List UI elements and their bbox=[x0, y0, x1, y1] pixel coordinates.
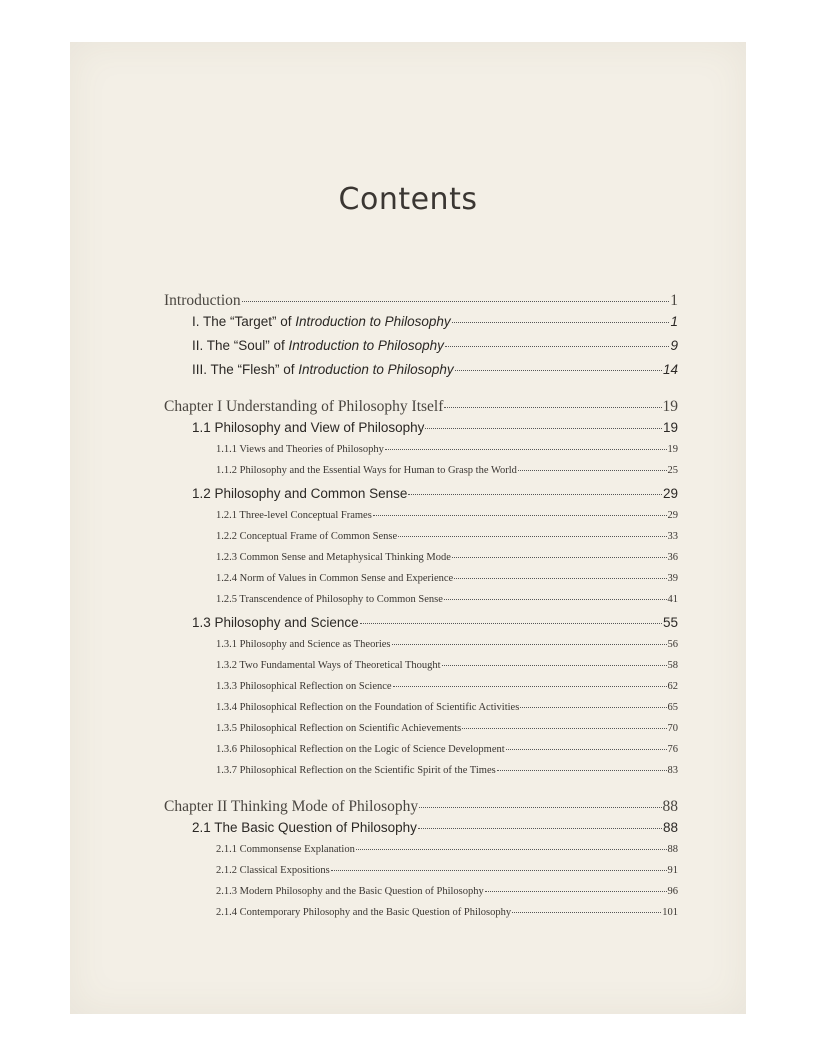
toc-entry-sub bbox=[164, 660, 678, 681]
dot-leader bbox=[445, 346, 670, 347]
toc-page-number: 41 bbox=[667, 594, 678, 605]
toc-entry-title bbox=[216, 510, 372, 521]
toc-entry-title bbox=[216, 844, 355, 855]
toc-entry-title bbox=[216, 723, 461, 734]
table-of-contents bbox=[164, 292, 678, 928]
toc-entry-sub bbox=[164, 639, 678, 660]
dot-leader bbox=[518, 470, 667, 471]
toc-entry-text: 1.3.3 Philosophical Reflection on Science bbox=[216, 681, 392, 692]
toc-entry-sub bbox=[164, 907, 678, 928]
toc-page-number: 91 bbox=[667, 865, 678, 876]
toc-entry-title bbox=[216, 660, 441, 671]
toc-entry-text: 1.1.1 Views and Theories of Philosophy bbox=[216, 444, 384, 455]
toc-page-number: 88 bbox=[662, 798, 678, 815]
toc-spacer bbox=[164, 386, 678, 398]
toc-entry-sub bbox=[164, 573, 678, 594]
toc-entry-title bbox=[192, 338, 444, 353]
toc-entry-title bbox=[216, 594, 443, 605]
toc-entry-sec bbox=[164, 362, 678, 386]
dot-leader bbox=[242, 301, 670, 302]
toc-entry-sub bbox=[164, 510, 678, 531]
toc-entry-sec bbox=[164, 615, 678, 639]
toc-entry-text: 1.3.7 Philosophical Reflection on the Scientific Spirit of the Times bbox=[216, 765, 496, 776]
toc-entry-text: 1.3.2 Two Fundamental Ways of Theoretical Thought bbox=[216, 660, 441, 671]
toc-page-number: 33 bbox=[667, 531, 678, 542]
toc-entry-title bbox=[216, 465, 517, 476]
dot-leader bbox=[497, 770, 667, 771]
toc-page-number: 1 bbox=[670, 314, 678, 329]
toc-entry-title bbox=[216, 865, 330, 876]
toc-entry-ch bbox=[164, 398, 678, 420]
toc-page-number: 39 bbox=[667, 573, 678, 584]
toc-page-number: 88 bbox=[662, 820, 678, 835]
toc-entry-sub bbox=[164, 702, 678, 723]
toc-entry-text: 2.1.4 Contemporary Philosophy and the Basic Question of Philosophy bbox=[216, 907, 512, 918]
toc-entry-title bbox=[164, 798, 418, 816]
dot-leader bbox=[512, 912, 661, 913]
toc-entry-text: 2.1.2 Classical Expositions bbox=[216, 865, 330, 876]
toc-entry-sub bbox=[164, 444, 678, 465]
dot-leader bbox=[442, 665, 667, 666]
toc-page-number: 19 bbox=[662, 398, 678, 415]
toc-entry-italic-title: Introduction to Philosophy bbox=[295, 314, 451, 329]
toc-page-number: 88 bbox=[667, 844, 678, 855]
toc-entry-sub bbox=[164, 681, 678, 702]
toc-page-number: 56 bbox=[667, 639, 678, 650]
toc-entry-title bbox=[192, 420, 424, 435]
dot-leader bbox=[331, 870, 667, 871]
toc-entry-title bbox=[192, 314, 451, 329]
toc-spacer bbox=[164, 786, 678, 798]
toc-entry-sub bbox=[164, 723, 678, 744]
toc-page-number: 19 bbox=[667, 444, 678, 455]
toc-entry-italic-title: Introduction to Philosophy bbox=[288, 338, 444, 353]
toc-entry-title bbox=[216, 531, 397, 542]
toc-page-number: 70 bbox=[667, 723, 678, 734]
toc-entry-sec bbox=[164, 314, 678, 338]
toc-entry-title bbox=[216, 552, 451, 563]
toc-entry-italic-title: Introduction to Philosophy bbox=[298, 362, 454, 377]
toc-entry-title bbox=[192, 486, 407, 501]
toc-page-number: 1 bbox=[670, 292, 678, 309]
toc-page-number: 14 bbox=[662, 362, 678, 377]
toc-entry-title bbox=[216, 702, 519, 713]
toc-entry-text: 1.2.2 Conceptual Frame of Common Sense bbox=[216, 531, 398, 542]
dot-leader bbox=[452, 322, 670, 323]
dot-leader bbox=[392, 644, 667, 645]
toc-entry-text: Introduction bbox=[164, 292, 241, 309]
toc-entry-sub bbox=[164, 865, 678, 886]
toc-entry-title bbox=[216, 573, 453, 584]
toc-entry-text: II. The “Soul” of bbox=[192, 338, 289, 353]
dot-leader bbox=[398, 536, 666, 537]
toc-entry-text: 1.3.1 Philosophy and Science as Theories bbox=[216, 639, 391, 650]
toc-entry-sub bbox=[164, 744, 678, 765]
toc-entry-text: 1.1 Philosophy and View of Philosophy bbox=[192, 420, 425, 435]
dot-leader bbox=[444, 407, 661, 408]
toc-entry-title bbox=[216, 886, 484, 897]
toc-entry-text: 2.1 The Basic Question of Philosophy bbox=[192, 820, 417, 835]
toc-entry-title bbox=[216, 907, 511, 918]
dot-leader bbox=[373, 515, 667, 516]
page-title: Contents bbox=[338, 182, 478, 217]
toc-page-number: 83 bbox=[667, 765, 678, 776]
toc-entry-ch bbox=[164, 798, 678, 820]
toc-entry-text: Chapter II Thinking Mode of Philosophy bbox=[164, 798, 419, 815]
toc-entry-sub bbox=[164, 886, 678, 907]
toc-entry-sub bbox=[164, 531, 678, 552]
toc-entry-text: 1.1.2 Philosophy and the Essential Ways for Human to Grasp the World bbox=[216, 465, 517, 476]
toc-entry-sec bbox=[164, 486, 678, 510]
toc-entry-sec bbox=[164, 820, 678, 844]
toc-entry-title bbox=[192, 820, 417, 835]
toc-entry-text: 1.2.3 Common Sense and Metaphysical Thinking Mode bbox=[216, 552, 451, 563]
toc-entry-text: 1.2 Philosophy and Common Sense bbox=[192, 486, 408, 501]
toc-entry-title bbox=[164, 292, 241, 310]
toc-entry-sub bbox=[164, 465, 678, 486]
dot-leader bbox=[408, 494, 662, 495]
dot-leader bbox=[444, 599, 667, 600]
toc-page-number: 58 bbox=[667, 660, 678, 671]
toc-page-number: 25 bbox=[667, 465, 678, 476]
toc-page-number: 29 bbox=[662, 486, 678, 501]
toc-entry-sec bbox=[164, 338, 678, 362]
toc-entry-text: I. The “Target” of bbox=[192, 314, 296, 329]
toc-entry-title bbox=[216, 744, 505, 755]
toc-entry-text: 2.1.3 Modern Philosophy and the Basic Question of Philosophy bbox=[216, 886, 484, 897]
toc-entry-text: 2.1.1 Commonsense Explanation bbox=[216, 844, 355, 855]
toc-page-number: 101 bbox=[662, 907, 678, 918]
toc-entry-text: III. The “Flesh” of bbox=[192, 362, 299, 377]
dot-leader bbox=[360, 623, 662, 624]
dot-leader bbox=[385, 449, 667, 450]
book-page bbox=[70, 42, 746, 1014]
dot-leader bbox=[419, 807, 661, 808]
toc-entry-ch bbox=[164, 292, 678, 314]
toc-entry-title bbox=[216, 444, 384, 455]
toc-entry-text: 1.2.5 Transcendence of Philosophy to Common Sense bbox=[216, 594, 443, 605]
toc-entry-text: 1.2.4 Norm of Values in Common Sense and Experience bbox=[216, 573, 454, 584]
toc-page-number: 55 bbox=[662, 615, 678, 630]
toc-page-number: 29 bbox=[667, 510, 678, 521]
toc-entry-text: Chapter I Understanding of Philosophy Itself bbox=[164, 398, 444, 415]
toc-page-number: 62 bbox=[667, 681, 678, 692]
dot-leader bbox=[462, 728, 666, 729]
dot-leader bbox=[452, 557, 667, 558]
toc-entry-sub bbox=[164, 844, 678, 865]
dot-leader bbox=[418, 828, 662, 829]
toc-page-number: 19 bbox=[662, 420, 678, 435]
toc-entry-sub bbox=[164, 594, 678, 615]
toc-entry-title bbox=[164, 398, 443, 416]
toc-page-number: 36 bbox=[667, 552, 678, 563]
toc-entry-sub bbox=[164, 552, 678, 573]
toc-entry-text: 1.2.1 Three-level Conceptual Frames bbox=[216, 510, 372, 521]
toc-entry-sub bbox=[164, 765, 678, 786]
toc-entry-title bbox=[216, 639, 391, 650]
toc-entry-title bbox=[216, 765, 496, 776]
dot-leader bbox=[520, 707, 666, 708]
dot-leader bbox=[506, 749, 667, 750]
toc-entry-text: 1.3.6 Philosophical Reflection on the Logic of Science Development bbox=[216, 744, 505, 755]
toc-entry-title bbox=[216, 681, 392, 692]
toc-entry-title bbox=[192, 362, 454, 377]
toc-entry-text: 1.3.5 Philosophical Reflection on Scientific Achievements bbox=[216, 723, 462, 734]
dot-leader bbox=[425, 428, 662, 429]
dot-leader bbox=[356, 849, 667, 850]
dot-leader bbox=[454, 578, 666, 579]
toc-entry-title bbox=[192, 615, 359, 630]
dot-leader bbox=[485, 891, 667, 892]
dot-leader bbox=[455, 370, 662, 371]
toc-page-number: 96 bbox=[667, 886, 678, 897]
toc-entry-sec bbox=[164, 420, 678, 444]
toc-entry-text: 1.3.4 Philosophical Reflection on the Foundation of Scientific Activities bbox=[216, 702, 520, 713]
toc-entry-text: 1.3 Philosophy and Science bbox=[192, 615, 359, 630]
toc-page-number: 9 bbox=[670, 338, 678, 353]
dot-leader bbox=[393, 686, 667, 687]
toc-page-number: 65 bbox=[667, 702, 678, 713]
toc-page-number: 76 bbox=[667, 744, 678, 755]
